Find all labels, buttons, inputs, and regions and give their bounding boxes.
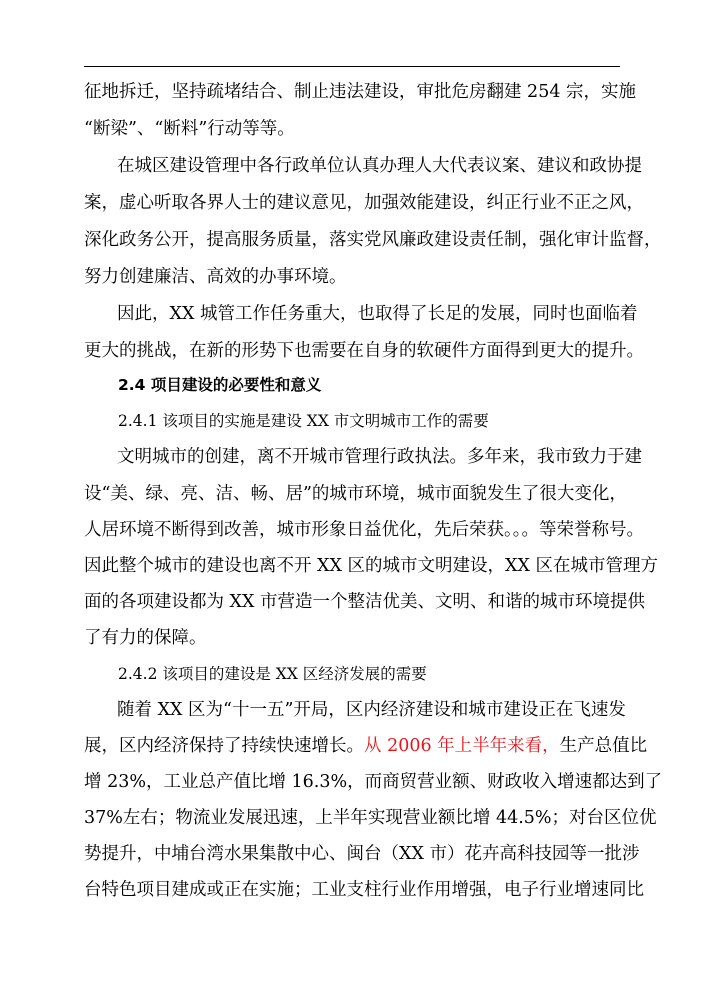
paragraph-line: 随着 XX 区为“十一五”开局，区内经济建设和城市建设正在飞速发 [117,700,626,720]
subsection-heading: 2.4.2 该项目的建设是 XX 区经济发展的需要 [118,665,427,683]
paragraph-line: 37%左右；物流业发展迅速，上半年实现营业额比增 44.5%；对台区位优 [84,808,657,828]
paragraph-line: 更大的挑战，在新的形势下也需要在自身的软硬件方面得到更大的提升。 [84,341,644,361]
paragraph-line: 因此，XX 城管工作任务重大，也取得了长足的发展，同时也面临着 [117,304,638,324]
paragraph-line: 势提升，中埔台湾水果集散中心、闽台（XX 市）花卉高科技园等一批涉 [84,844,640,864]
paragraph-line: 了有力的保障。 [84,628,207,648]
paragraph-line: 人居环境不断得到改善，城市形象日益优化，先后荣获。。。等荣誉称号。 [84,520,644,540]
paragraph-line: 在城区建设管理中各行政单位认真办理人大代表议案、建议和政协提 [117,156,642,176]
paragraph-line [84,735,647,757]
paragraph-line: 深化政务公开，提高服务质量，落实党风廉政建设责任制，强化审计监督， [84,230,662,250]
text-run: 生产总值比 [559,736,648,756]
text-run: 展，区内经济保持了持续快速增长。 [84,736,364,756]
paragraph-line: 案，虚心听取各界人士的建议意见，加强效能建设，纠正行业不正之风， [84,193,644,213]
paragraph-line: 努力创建廉洁、高效的办事环境。 [84,267,347,287]
paragraph-line: 因此整个城市的建设也离不开 XX 区的城市文明建设，XX 区在城市管理方 [84,556,659,576]
paragraph-line: 设“美、绿、亮、洁、畅、居”的城市环境，城市面貌发生了很大变化， [84,484,627,504]
paragraph-line: 面的各项建设都为 XX 市营造一个整洁优美、文明、和谐的城市环境提供 [84,592,646,612]
section-heading: 2.4 项目建设的必要性和意义 [118,376,322,394]
header-rule [84,66,620,67]
subsection-heading: 2.4.1 该项目的实施是建设 XX 市文明城市工作的需要 [118,412,489,430]
paragraph-line: 文明城市的创建，离不开城市管理行政执法。多年来，我市致力于建 [117,447,642,467]
paragraph-line: 增 23%，工业总产值比增 16.3%，而商贸营业额、财政收入增速都达到了 [84,772,663,792]
highlighted-text: 从 2006 年上半年来看， [364,736,560,756]
paragraph-line: 征地拆迁，坚持疏堵结合、制止违法建设，审批危房翻建 254 宗，实施 [84,82,637,102]
paragraph-line: “断梁”、“断料”行动等等。 [84,119,295,139]
paragraph-line: 台特色项目建成或正在实施；工业支柱行业作用增强，电子行业增速同比 [84,880,644,900]
